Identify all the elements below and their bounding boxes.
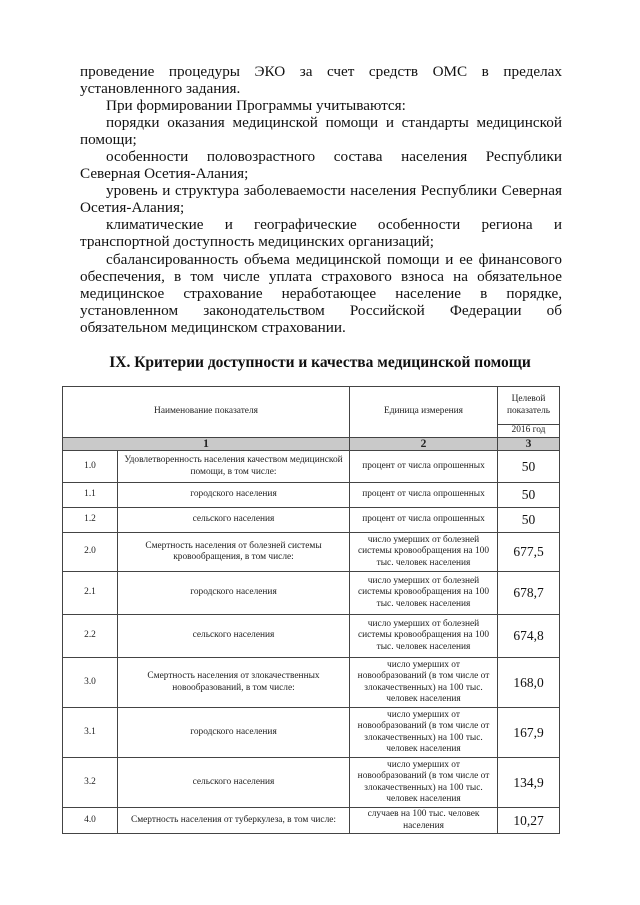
row-unit: число умерших от новообразований (в том числе от злокачественных) на 100 тыс. человек населения (350, 658, 498, 708)
header-target: Целевой показатель (498, 387, 560, 425)
row-value: 134,9 (498, 758, 560, 808)
row-value: 674,8 (498, 615, 560, 658)
row-indicator: городского населения (118, 708, 350, 758)
row-indicator: Смертность населения от туберкулеза, в том числе: (118, 808, 350, 834)
row-value: 678,7 (498, 572, 560, 615)
header-unit: Единица измерения (350, 387, 498, 438)
row-indicator: городского населения (118, 483, 350, 508)
row-code: 1.2 (63, 508, 118, 533)
row-value: 167,9 (498, 708, 560, 758)
row-unit: процент от числа опрошенных (350, 508, 498, 533)
row-unit: случаев на 100 тыс. человек населения (350, 808, 498, 834)
row-code: 1.1 (63, 483, 118, 508)
row-indicator: городского населения (118, 572, 350, 615)
row-unit: процент от числа опрошенных (350, 483, 498, 508)
table-row (63, 572, 560, 615)
row-indicator: Смертность населения от злокачественных новообразований, в том числе: (118, 658, 350, 708)
row-value: 50 (498, 508, 560, 533)
table-row (63, 758, 560, 808)
column-number: 2 (350, 438, 498, 451)
paragraph: порядки оказания медицинской помощи и стандарты медицинской помощи; (80, 114, 562, 149)
table-row (63, 508, 560, 533)
row-indicator: Смертность населения от болезней системы кровообращения, в том числе: (118, 533, 350, 572)
row-indicator: сельского населения (118, 508, 350, 533)
column-number-row (63, 438, 560, 451)
row-unit: число умерших от новообразований (в том числе от злокачественных) на 100 тыс. человек населения (350, 708, 498, 758)
paragraph: проведение процедуры ЭКО за счет средств ОМС в пределах установленного задания. (80, 63, 562, 98)
row-code: 2.1 (63, 572, 118, 615)
paragraph: особенности половозрастного состава населения Республики Северная Осетия-Алания; (80, 148, 562, 183)
table-row (63, 615, 560, 658)
table-row (63, 708, 560, 758)
paragraph: При формировании Программы учитываются: (106, 97, 406, 115)
header-row (63, 387, 560, 425)
row-value: 50 (498, 451, 560, 483)
table-row (63, 533, 560, 572)
table-row (63, 451, 560, 483)
table-row (63, 483, 560, 508)
row-code: 3.0 (63, 658, 118, 708)
row-code: 3.2 (63, 758, 118, 808)
row-code: 2.0 (63, 533, 118, 572)
body-text (80, 63, 562, 336)
row-indicator: сельского населения (118, 615, 350, 658)
row-value: 677,5 (498, 533, 560, 572)
row-value: 168,0 (498, 658, 560, 708)
header-year: 2016 год (498, 425, 560, 438)
column-number: 3 (498, 438, 560, 451)
row-unit: число умерших от болезней системы кровообращения на 100 тыс. человек населения (350, 615, 498, 658)
row-code: 3.1 (63, 708, 118, 758)
row-indicator: Удовлетворенность населения качеством медицинской помощи, в том числе: (118, 451, 350, 483)
paragraph: климатические и географические особенности региона и транспортной доступность медицинских организаций; (80, 216, 562, 251)
table-row (63, 658, 560, 708)
section-heading: IX. Критерии доступности и качества медицинской помощи (109, 354, 531, 371)
row-unit: число умерших от болезней системы кровообращения на 100 тыс. человек населения (350, 572, 498, 615)
header-indicator: Наименование показателя (63, 387, 350, 438)
table-row (63, 808, 560, 834)
row-unit: процент от числа опрошенных (350, 451, 498, 483)
paragraph: уровень и структура заболеваемости населения Республики Северная Осетия-Алания; (80, 182, 562, 217)
row-unit: число умерших от новообразований (в том числе от злокачественных) на 100 тыс. человек населения (350, 758, 498, 808)
row-value: 50 (498, 483, 560, 508)
criteria-table (62, 386, 560, 834)
row-code: 2.2 (63, 615, 118, 658)
paragraph: сбалансированность объема медицинской помощи и ее финансового обеспечения, в том числе уплата страхового взноса на обязательное медицинское страхование неработающее население в порядке, установленном законодательством Российской Федерации об обязательном медицинском страховании. (80, 250, 562, 336)
row-value: 10,27 (498, 808, 560, 834)
row-code: 4.0 (63, 808, 118, 834)
row-code: 1.0 (63, 451, 118, 483)
row-unit: число умерших от болезней системы кровообращения на 100 тыс. человек населения (350, 533, 498, 572)
column-number: 1 (63, 438, 350, 451)
row-indicator: сельского населения (118, 758, 350, 808)
